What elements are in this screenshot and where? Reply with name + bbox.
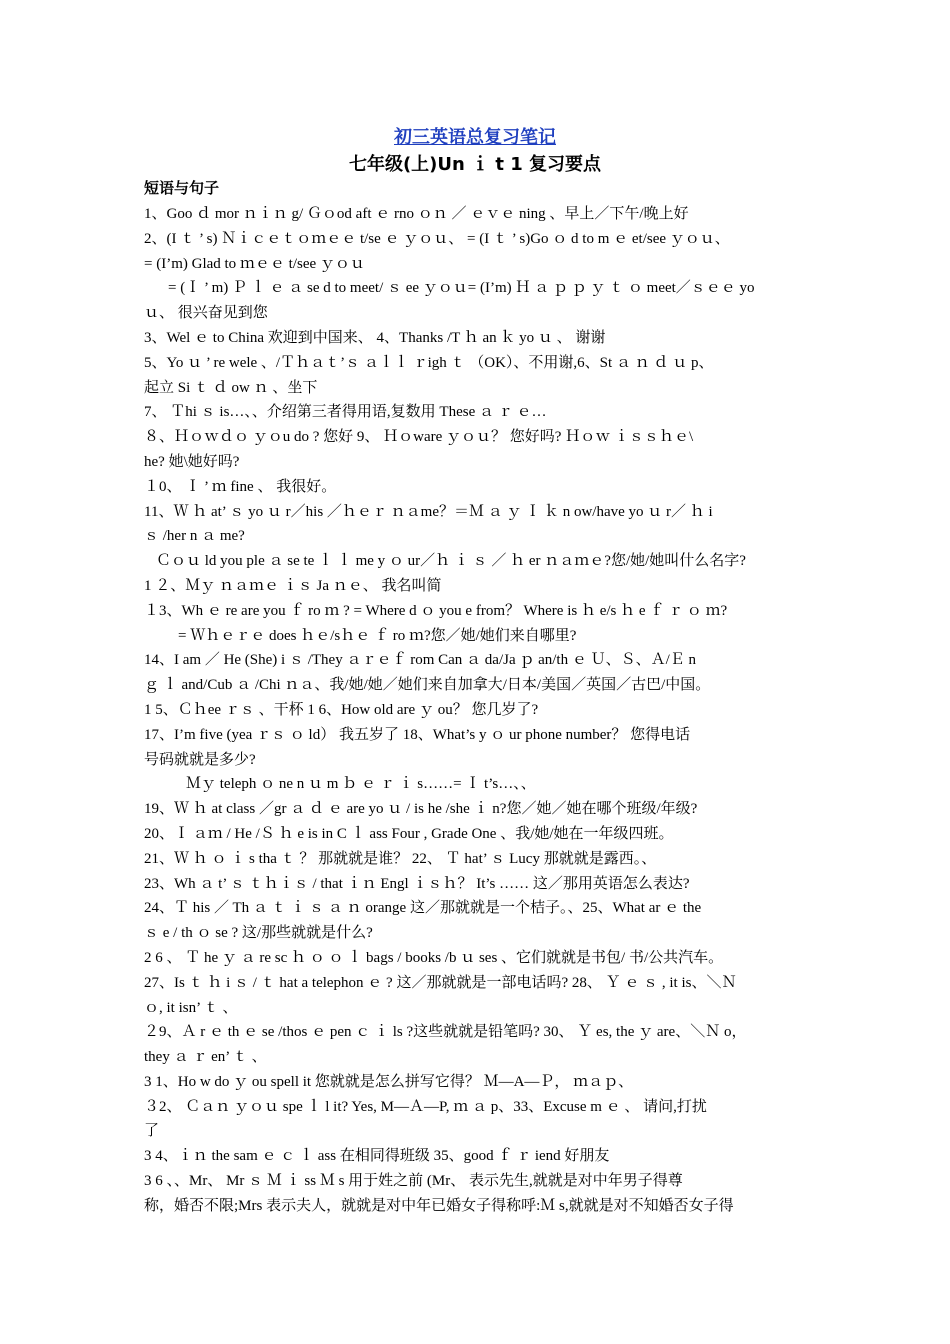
note-line: he? 她\她好吗? xyxy=(144,453,240,470)
note-line: 7、 Ｔhi ｓ is…、、介绍第三者得用语,复数用 These ａ ｒ ｅ… xyxy=(144,404,547,421)
note-line: 20、Ｉ ａｍ / He /Ｓ ｈ e is in C ｌ ass Four , Grade One 、我/她/她在一年级四班。 xyxy=(144,825,674,842)
note-line: = (I’m) Glad to ｍｅｅ t/see ｙｏｕ xyxy=(144,255,365,272)
note-line: 3 6 、、Mr、 Mr ｓ Ｍ ｉ ss Ｍ s 用于姓之前 (Mr、 表示先生,就就是对中年男子得尊 xyxy=(144,1173,683,1190)
note-line: 3、Wel ｅ to China 欢迎到中国来、 4、Thanks /T ｈ an ｋ yo ｕ 、 谢谢 xyxy=(144,329,606,346)
note-line: 3 1、Ho w do ｙ ou spell it 您就就是怎么拼写它得？ Ｍ—A—Ｐ， ｍａｐ、 xyxy=(144,1073,634,1090)
note-line: = Ｗｈｅｒｅ does ｈｅ/sｈｅ ｆ ro ｍ?您／她/她们来自哪里? xyxy=(178,627,577,644)
note-line: = (Ｉ ’ m) Ｐ ｌ ｅ ａ se d to meet/ ｓ ee ｙｏｕ= (I’m) Ｈ ａ ｐ ｐ ｙ ｔ ｏ meet／ｓｅｅ yo xyxy=(168,280,755,297)
note-line: 称，婚否不限;Mrs 表示夫人，就就是对中年已婚女子得称呼:Ｍ s,就就是对不知婚否女子得 xyxy=(144,1197,734,1214)
note-line: 27、Is ｔ ｈ i ｓ / ｔ hat a telephon ｅ ? 这／那就就是一部电话吗? 28、 Ｙ ｅ ｓ , it is、＼Ｎ xyxy=(144,974,737,991)
note-line: 2、(I ｔ ’ s) Ｎｉｃｅｔｏｍｅｅ t/se ｅ ｙｏｕ、 = (I ｔ ’ s)Go ｏ d to m ｅ et/see ｙｏｕ、 xyxy=(144,230,730,247)
note-line: １3、Wh ｅ re are you ｆ ro ｍ ? = Where d ｏ you e from？ Where is ｈ e/s ｈ e ｆ ｒ ｏ ｍ? xyxy=(144,602,728,619)
note-line: 5、Yo ｕ ’ re wele 、/Ｔｈａｔ’ｓ ａｌｌ ｒigh ｔ （OK）、不用谢,6、St ａ ｎ ｄ ｕ p、 xyxy=(144,354,714,371)
note-line: 1、Goo ｄ mor ｎｉｎ g/ Ｇｏod aft ｅ rno ｏｎ ／ ｅｖｅ ning 、早上／下午/晚上好 xyxy=(144,206,689,222)
note-line: 3 4、ｉｎ the sam ｅ ｃ ｌ ass 在相同得班级 35、good ｆ ｒ iend 好朋友 xyxy=(144,1148,610,1165)
note-line: 23、Wh ａ t’ ｓ ｔｈｉｓ / that ｉｎ Engl ｉｓｈ？ It’s …… 这／那用英语怎么表达? xyxy=(144,875,690,892)
note-line: 24、Ｔ his ／ Th ａ ｔ ｉ ｓ ａ ｎ orange 这／那就就是一个桔子。、25、What ar ｅ the xyxy=(144,900,702,917)
note-line: ２9、Ａ r ｅ th ｅ se /thos ｅ pen ｃ ｉ ls ?这些就就是铅笔吗? 30、 Ｙ es, the ｙ are、＼Ｎ o， xyxy=(144,1024,747,1041)
note-line: Ｍｙ teleph ｏ ne n ｕ m ｂ ｅ ｒ ｉ s……= Ｉ t’s…、、 xyxy=(186,776,536,793)
section-heading: 短语与句子 xyxy=(144,179,220,197)
note-line: ｓ e / th ｏ se ? 这/那些就就是什么? xyxy=(144,925,373,942)
note-line: 起立 Si ｔ ｄ ow ｎ 、坐下 xyxy=(144,379,318,396)
note-line: 1 ２、Ｍｙ ｎａｍｅ ｉｓ Ja ｎｅ、 我名叫简 xyxy=(144,577,442,594)
note-line: １0、 Ｉ ’ ｍ fine 、 我很好。 xyxy=(144,478,337,495)
note-line: Ｃｏｕ ld you ple ａ se te ｌ ｌ me y ｏ ur／ｈ ｉ ｓ ／ ｈ er ｎａｍｅ?您/她/她叫什么名字? xyxy=(156,553,746,570)
note-line: 21、Ｗ ｈ ｏ ｉ s tha ｔ ？ 那就就是谁？ 22、 Ｔ hat’ ｓ Lucy 那就就是露西。、 xyxy=(144,850,657,867)
note-line: ｏ, it isn’ ｔ 、 xyxy=(144,999,238,1016)
note-lines xyxy=(144,202,812,1219)
note-line: 14、I am ／ He (She) i ｓ /They ａｒｅｆ rom Can ａ da/Ja ｐ an/th ｅ Ｕ、Ｓ、Ａ/Ｅ n xyxy=(144,652,697,669)
note-line: ８、Ｈｏｗｄｏ ｙｏu do ? 您好 9、 Ｈｏware ｙｏｕ？ 您好吗? Ｈｏｗ ｉｓｓｈｅ\ xyxy=(144,429,694,446)
note-line: 19、Ｗ ｈ at class ／gr ａ ｄ ｅ are yo ｕ / is he /she ｉ n?您／她／她在哪个班级/年级? xyxy=(144,801,698,818)
note-line: they ａ ｒ en’ ｔ 、 xyxy=(144,1049,267,1066)
note-line: 1 5、Ｃｈee ｒｓ 、干杯 1 6、How old are ｙ ou？ 您几岁了? xyxy=(144,701,539,718)
note-line: 2 6 、 Ｔ he ｙ ａ re sc ｈ ｏ ｏ ｌ bags / books /b ｕ ses 、它们就就是书包/ 书/公共汽车。 xyxy=(144,949,724,966)
note-line: 号码就就是多少? xyxy=(144,751,256,768)
document-subtitle: 七年级(上)Un ｉ t 1 复习要点 xyxy=(348,154,602,175)
note-line: 17、I’m five (yea ｒｓ ｏ ld） 我五岁了 18、What’s y ｏ ur phone number？ 您得电话 xyxy=(144,726,691,743)
note-line: ３2、 Ｃａｎ ｙｏｕ spe ｌ l it? Yes, M—Ａ—P, ｍ ａ p、33、Excuse m ｅ 、 请问,打扰 xyxy=(144,1098,707,1115)
note-line: ｕ、 很兴奋见到您 xyxy=(144,305,268,322)
note-line: 了 xyxy=(144,1123,160,1140)
note-line: ｓ /her n ａ me? xyxy=(144,528,245,545)
note-line: ｇ ｌ and/Cub ａ /Chi ｎａ、我/她/她／她们来自加拿大/日本/美国／英国／古巴/中国。 xyxy=(144,677,711,694)
note-line: 11、Ｗ ｈ at’ ｓ yo ｕ r／his ／ｈｅｒ ｎａme？＝Ｍ ａ ｙ Ｉ ｋ n ow/have yo ｕ r／ ｈ i xyxy=(144,503,713,520)
document-title[interactable]: 初三英语总复习笔记 xyxy=(394,127,556,148)
